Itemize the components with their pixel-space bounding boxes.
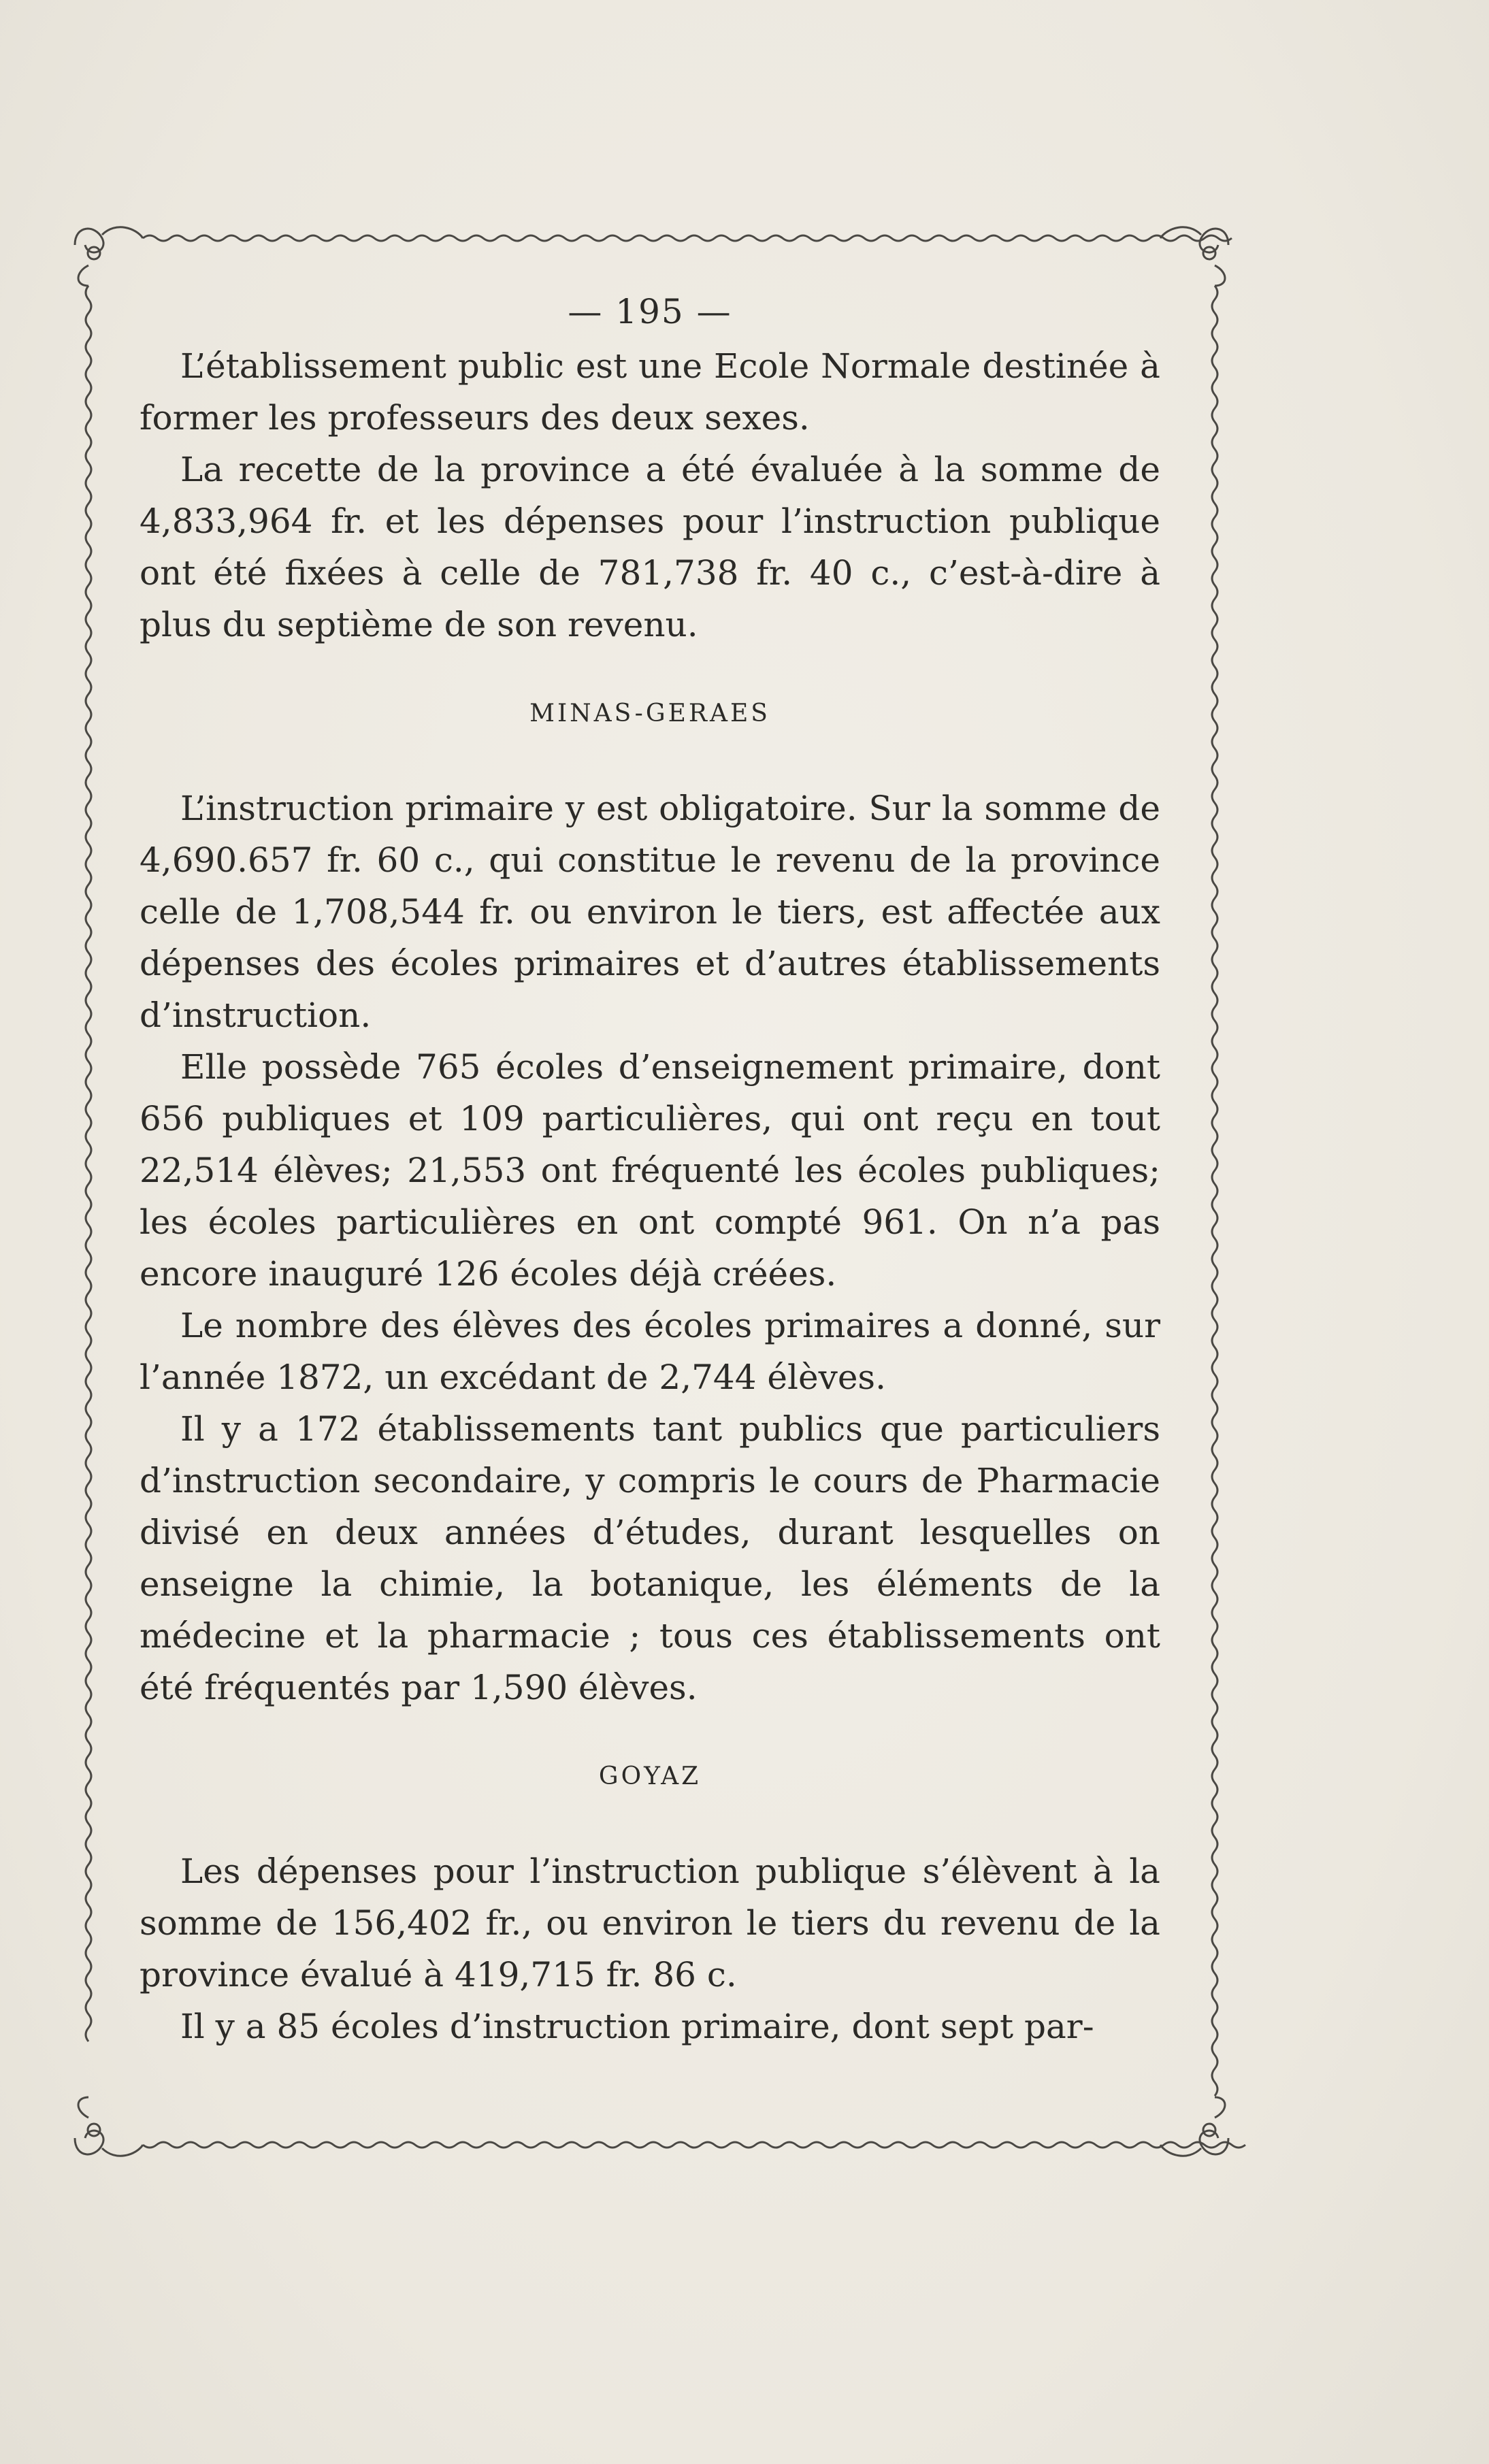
paragraph: Le nombre des élèves des écoles primaires a donné, sur l’année 1872, un excédant de 2,744 élèves. xyxy=(140,1306,1160,1397)
paragraph: L’établissement public est une Ecole Normale destinée à former les professeurs des deux sexes. xyxy=(140,346,1160,438)
paragraph: Elle possède 765 écoles d’enseignement primaire, dont 656 publiques et 109 particulières, qui ont reçu en tout 22,514 élèves; 21,553 ont fréquenté les écoles publiques; les écoles particulières en ont compté 961. On n’a pas encore inauguré 126 écoles déjà créées. xyxy=(140,1047,1160,1294)
left-rule xyxy=(86,286,91,2041)
paragraph: La recette de la province a été évaluée à la somme de 4,833,964 fr. et les dépenses pour l’instruction publique ont été fixées à celle de 781,738 fr. 40 c., c’est-à-dire à plus du septième de son revenu. xyxy=(140,450,1160,644)
page-text xyxy=(140,286,1160,2052)
paragraph: L’instruction primaire y est obligatoire. Sur la somme de 4,690.657 fr. 60 c., qui constitue le revenu de la province celle de 1,708,544 fr. ou environ le tiers, est affectée aux dépenses des écoles primaires et d’autres établissements d’instruction. xyxy=(140,789,1160,1035)
paragraph: Les dépenses pour l’instruction publique s’élèvent à la somme de 156,402 fr., ou environ le tiers du revenu de la province évalué à 419,715 fr. 86 c. xyxy=(140,1852,1160,1994)
paragraph: Il y a 85 écoles d’instruction primaire, dont sept par- xyxy=(180,2007,1094,2046)
section-heading-minas-geraes: MINAS-GERAES xyxy=(529,700,770,727)
corner-ornament-top-right xyxy=(1160,227,1228,286)
top-rule xyxy=(143,235,1232,241)
corner-ornament-bottom-right xyxy=(1160,2097,1228,2156)
page-number: — 195 — xyxy=(568,292,732,331)
bottom-rule xyxy=(143,2142,1245,2148)
right-rule xyxy=(1212,286,1217,2096)
corner-ornament-bottom-left xyxy=(75,2097,143,2156)
section-heading-goyaz: GOYAZ xyxy=(598,1762,702,1790)
corner-ornament-top-left xyxy=(75,227,143,286)
paragraph: Il y a 172 établissements tant publics que particuliers d’instruction secondaire, y compris le cours de Pharmacie divisé en deux années d’études, durant lesquelles on enseigne la chimie, la botanique, les éléments de la médecine et la pharmacie ; tous ces établissements ont été fréquentés par 1,590 élèves. xyxy=(140,1409,1160,1707)
